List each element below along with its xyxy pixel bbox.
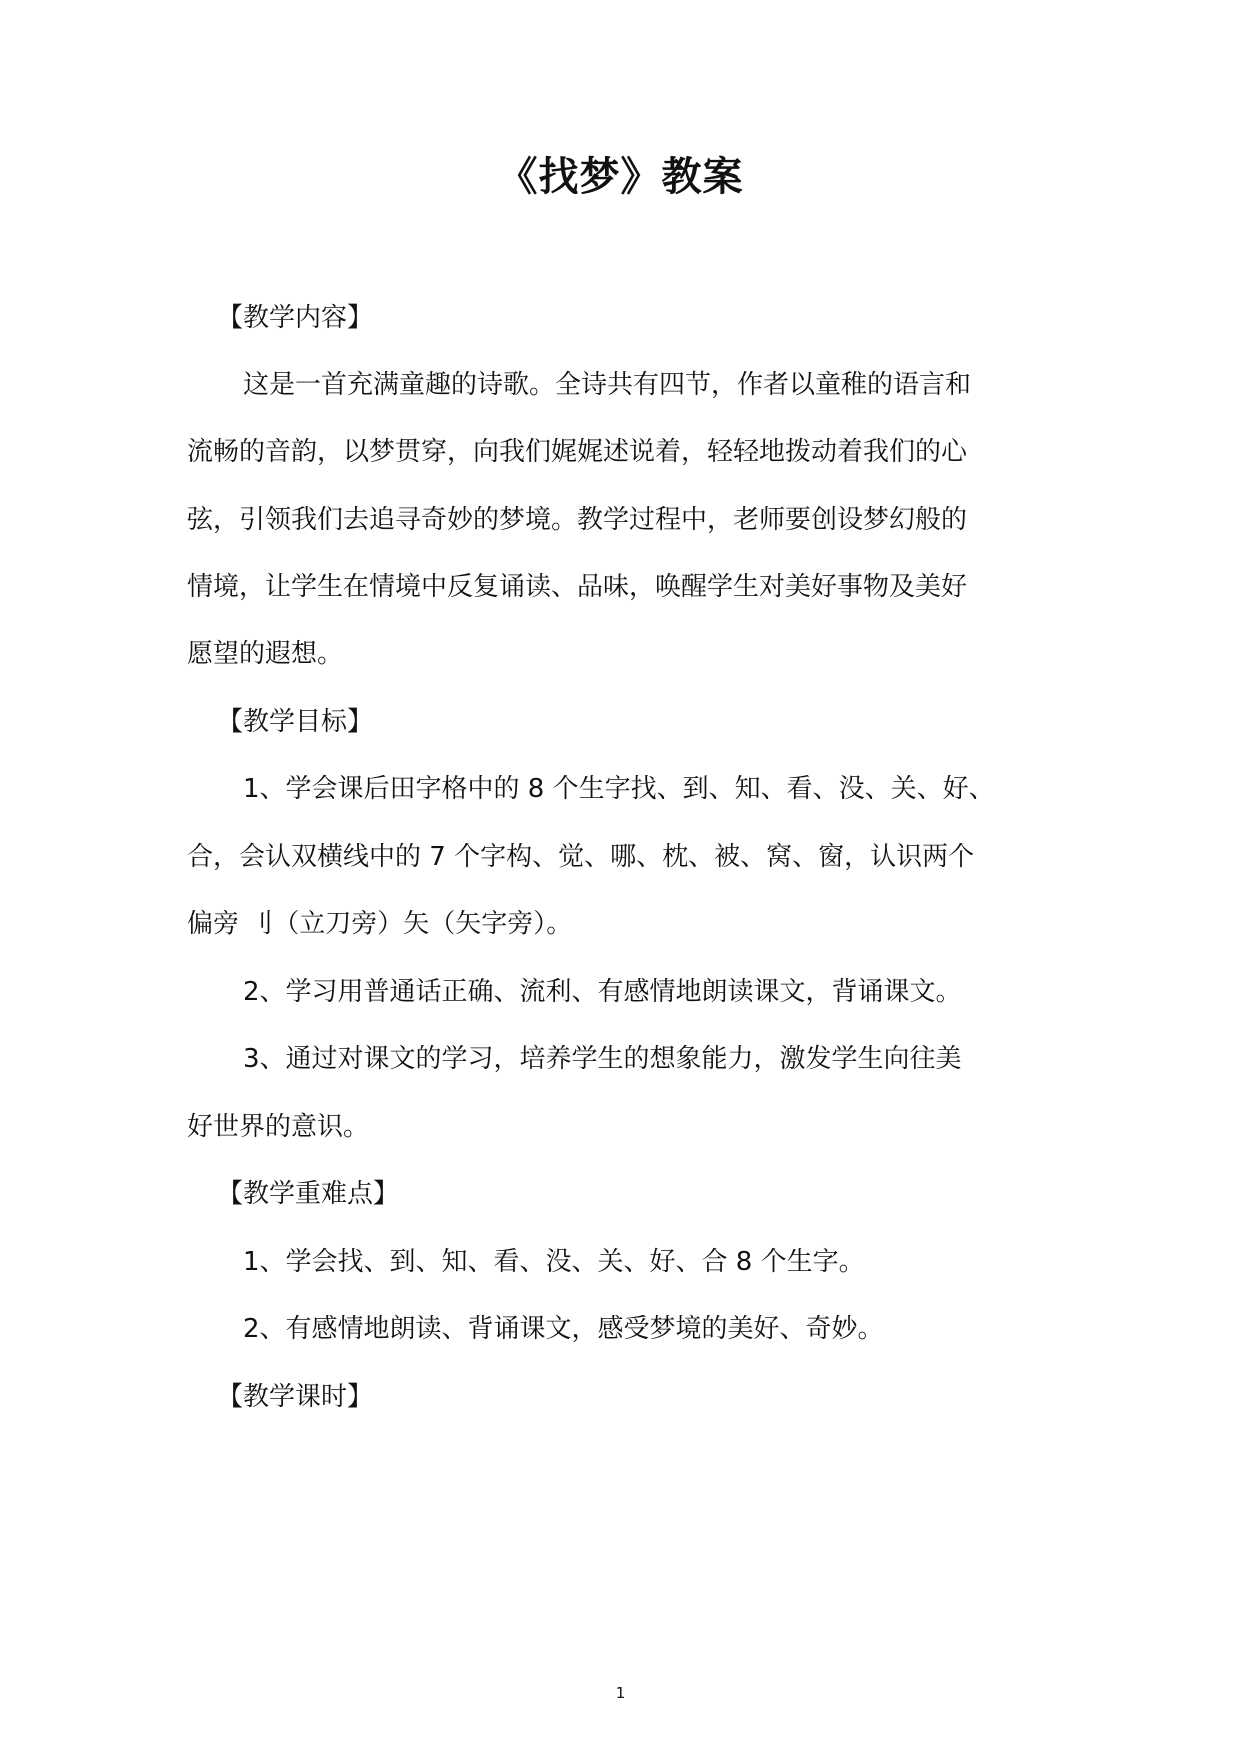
paragraph-line: 2、有感情地朗读、背诵课文，感受梦境的美好、奇妙。: [243, 1314, 884, 1344]
paragraph-line: 情境，让学生在情境中反复诵读、品味，唤醒学生对美好事物及美好: [187, 572, 968, 602]
paragraph-line: 合，会认双横线中的 7 个字构、觉、哪、枕、被、窝、窗，认识两个: [187, 842, 975, 872]
section-heading-key-points: 【教学重难点】: [217, 1179, 400, 1209]
paragraph-line: 1、学会找、到、知、看、没、关、好、合 8 个生字。: [243, 1247, 865, 1277]
paragraph-line: 好世界的意识。: [187, 1112, 370, 1142]
paragraph-line: 弦，引领我们去追寻奇妙的梦境。教学过程中，老师要创设梦幻般的: [187, 505, 968, 535]
paragraph-line: 愿望的遐想。: [187, 639, 344, 669]
paragraph-line: 流畅的音韵，以梦贯穿，向我们娓娓述说着，轻轻地拨动着我们的心: [187, 437, 968, 467]
section-heading-content: 【教学内容】: [217, 303, 374, 333]
document-title: 《找梦》教案: [497, 154, 744, 200]
paragraph-line: 1、学会课后田字格中的 8 个生字找、到、知、看、没、关、好、: [243, 774, 995, 804]
paragraph-line: 这是一首充满童趣的诗歌。全诗共有四节，作者以童稚的语言和: [243, 370, 972, 400]
section-heading-objectives: 【教学目标】: [217, 707, 374, 737]
section-heading-periods: 【教学课时】: [217, 1382, 374, 1412]
paragraph-line: 3、通过对课文的学习，培养学生的想象能力，激发学生向往美: [243, 1044, 962, 1074]
paragraph-line: 2、学习用普通话正确、流利、有感情地朗读课文，背诵课文。: [243, 977, 962, 1007]
page-number: 1: [615, 1684, 626, 1702]
paragraph-line: 偏旁 刂（立刀旁）矢（矢字旁）。: [187, 909, 573, 939]
